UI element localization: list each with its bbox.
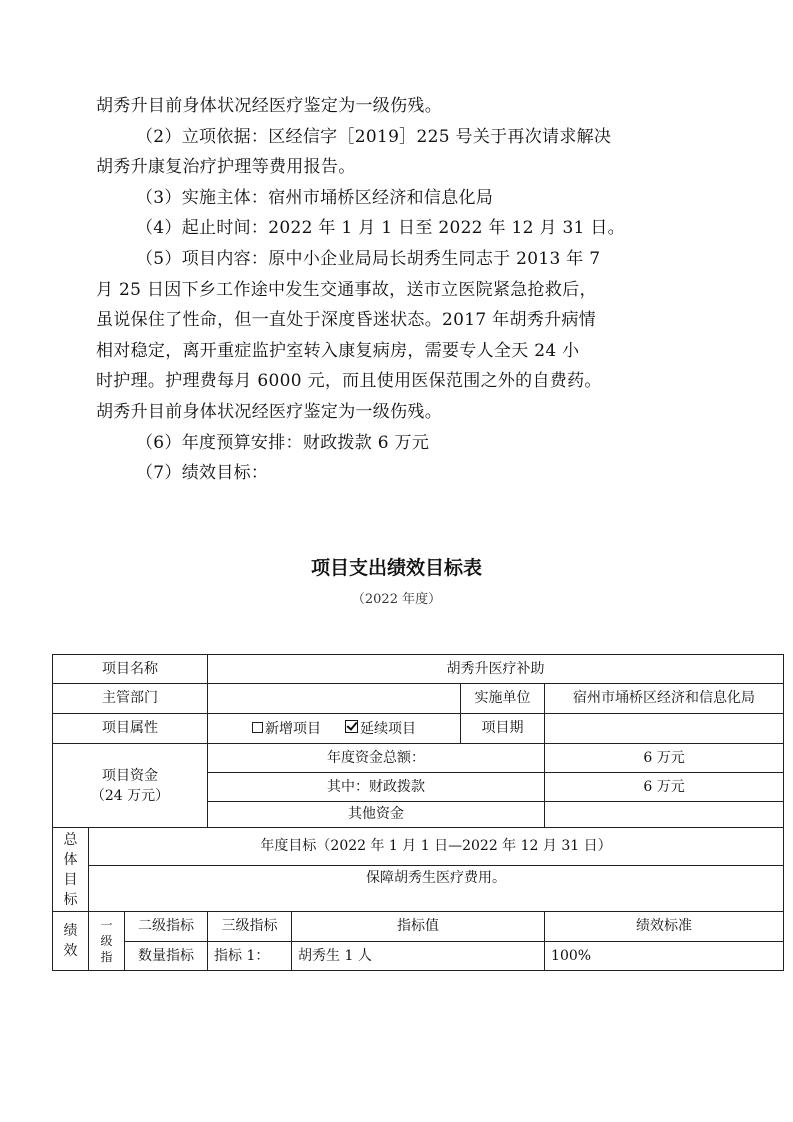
other-funds-value [545,802,784,828]
attr-options [208,714,461,744]
paragraph-line: 胡秀升目前身体状况经医疗鉴定为一级伤残。 [96,401,442,422]
paragraph-line: 时护理。护理费每月 6000 元，而且使用医保范围之外的自费药。 [96,371,602,392]
paragraph-line: （2）立项依据：区经信字［2019］225 号关于再次请求解决 [136,126,612,147]
attr-option-new: 新增项目 [252,721,321,737]
paragraph-line: （7）绩效目标： [136,463,269,484]
project-name-label: 项目名称 [53,655,208,684]
annual-target-text: 保障胡秀生医疗费用。 [89,866,784,912]
level2-header: 二级指标 [125,912,208,942]
paragraph-line: （5）项目内容：原中小企业局局长胡秀生同志于 2013 年 7 [136,248,601,269]
row1-value: 胡秀生 1 人 [292,942,545,971]
funds-label: 项目资金 （24 万元） [53,744,208,828]
fiscal-label: 其中：财政拨款 [208,773,545,802]
attr-option-continued: 延续项目 [345,721,416,737]
paragraph-line: 胡秀升目前身体状况经医疗鉴定为一级伤残。 [96,96,442,116]
level3-header: 三级指标 [208,912,292,942]
dept-label: 主管部门 [53,684,208,714]
period-value [545,714,784,744]
paragraph-line: （4）起止时间：2022 年 1 月 1 日至 2022 年 12 月 31 日。 [136,218,625,239]
table-row [53,828,784,866]
project-name-value: 胡秀升医疗补助 [208,655,784,684]
checked-box-icon [345,720,358,733]
table-row [53,714,784,744]
paragraph-line: （6）年度预算安排：财政拨款 6 万元 [136,432,430,453]
standard-header: 绩效标准 [545,912,784,942]
performance-label: 绩 效 [53,912,89,971]
table-row [53,655,784,684]
row1-level2: 数量指标 [125,942,208,971]
table-row [53,744,784,773]
table-row [53,866,784,912]
row1-standard: 100% [545,942,784,971]
table-subtitle: （2022 年度） [351,592,442,607]
table-row [53,942,784,971]
attr-label: 项目属性 [53,714,208,744]
unchecked-box-icon [252,722,263,733]
table-title: 项目支出绩效目标表 [310,557,482,579]
period-label: 项目期 [461,714,545,744]
row1-level3: 指标 1： [208,942,292,971]
indicator-value-header: 指标值 [292,912,545,942]
performance-target-table [52,654,784,971]
paragraph-line: 月 25 日因下乡工作途中发生交通事故，送市立医院紧急抢救后， [96,279,597,300]
body-text [96,91,696,489]
paragraph-line: 虽说保住了性命，但一直处于深度昏迷状态。2017 年胡秀升病情 [96,310,596,331]
other-funds-label: 其他资金 [208,802,545,828]
fiscal-value: 6 万元 [545,773,784,802]
overall-target-label: 总 体 目 标 [53,828,89,912]
dept-value [208,684,461,714]
impl-unit-label: 实施单位 [461,684,545,714]
annual-target-label: 年度目标（2022 年 1 月 1 日—2022 年 12 月 31 日） [89,828,784,866]
paragraph-line: 相对稳定，离开重症监护室转入康复病房，需要专人全天 24 小 [96,340,580,361]
impl-unit-value: 宿州市埇桥区经济和信息化局 [545,684,784,714]
table-row [53,912,784,942]
paragraph-line: 胡秀升康复治疗护理等费用报告。 [96,157,356,178]
level1-indicator-label: 一 级 指 [89,912,125,971]
paragraph-line: （3）实施主体：宿州市埇桥区经济和信息化局 [136,187,494,208]
table-row [53,684,784,714]
annual-total-label: 年度资金总额： [208,744,545,773]
annual-total-value: 6 万元 [545,744,784,773]
